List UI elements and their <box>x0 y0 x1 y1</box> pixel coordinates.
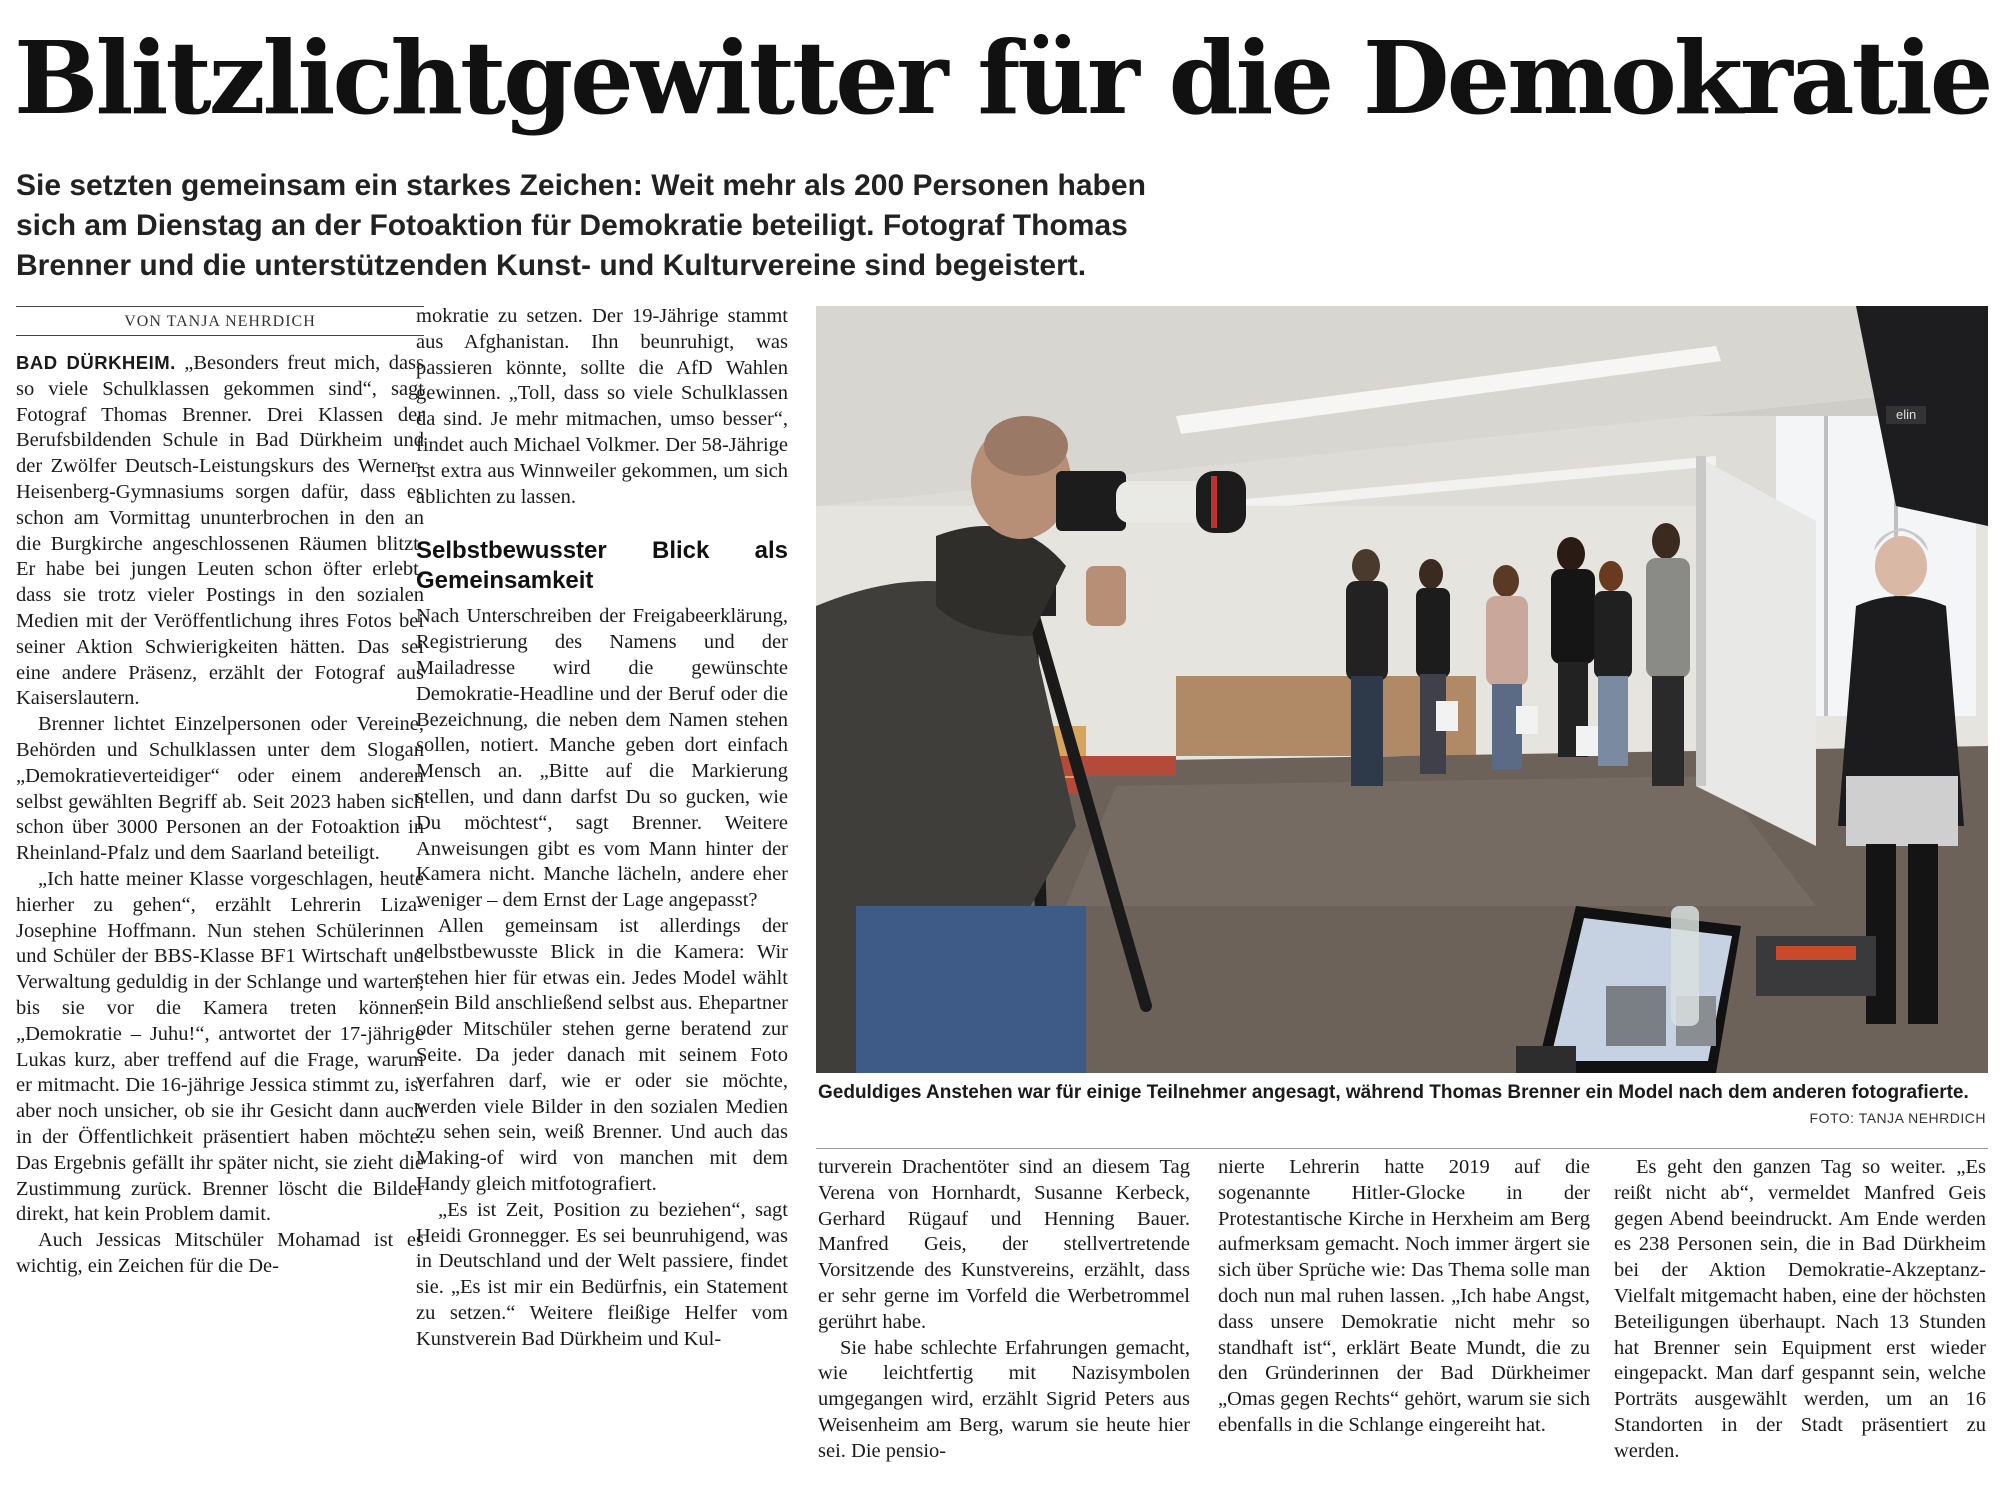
article-byline: VON TANJA NEHRDICH <box>16 306 424 336</box>
article-headline: Blitzlichtgewitter für die Demokratie <box>14 19 1991 137</box>
paragraph: Allen gemeinsam ist allerdings der selbstbewusste Blick in die Kamera: Wir stehen hier für etwas ein. Jedes Model wählt sein Bild anschließend selbst aus. Ehepartner oder Mitschüler stehen gerne beratend zur Seite. Da jeder danach mit seinem Foto verfahren darf, wie er oder sie möchte, werden viele Bilder in den sozialen Medien zu sehen sein, weiß Brenner. Und auch das Making-of wird von manchen mit dem Handy gleich mitfotografiert. <box>416 914 788 1195</box>
photo-caption: Geduldiges Anstehen war für einige Teilnehmer angesagt, während Thomas Brenner ein Model nach dem anderen fotografierte. <box>818 1082 1969 1103</box>
softbox-brand: elin <box>1896 407 1917 422</box>
article-column-1 <box>16 350 424 1280</box>
paragraph: Nach Unterschreiben der Freigabeerklärung, Registrierung des Namens und der Mailadresse wird die gewünschte Demokratie-Headline und der Beruf oder die Bezeichnung, die neben dem Namen stehen sollen, notiert. Manche geben dort einfach Mensch an. „Bitte auf die Markierung stellen, und dann darfst Du so gucken, wie Du möchtest“, sagt Brenner. Weitere Anweisungen gibt es vom Mann hinter der Kamera nicht. Manche lächeln, andere eher weniger – dem Ernst der Lage angepasst? <box>416 605 788 912</box>
article-photo <box>816 306 1988 1073</box>
article-subheadline: Sie setzten gemeinsam ein starkes Zeichen: Weit mehr als 200 Personen haben sich am Dienstag an der Fotoaktion für Demokratie beteiligt. Fotograf Thomas Brenner und die unterstützenden Kunst- und Kulturvereine sind begeistert. <box>16 169 1146 282</box>
paragraph: nierte Lehrerin hatte 2019 auf die sogenannte Hitler-Glocke in der Protestantische Kirche in Herxheim am Berg aufmerksam gemacht. Noch immer ärgert sie sich über Sprüche wie: Das Thema solle man doch nun mal ruhen lassen. „Ich habe Angst, dass unsere Demokratie nicht mehr so standhaft ist“, erklärt Beate Mundt, die zu den Gründerinnen der Bad Dürkheimer „Omas gegen Rechts“ gehört, warum sie sich ebenfalls in die Schlange eingereiht hat. <box>1218 1156 1590 1436</box>
paragraph: Es geht den ganzen Tag so weiter. „Es reißt nicht ab“, vermeldet Manfred Geis gegen Abend beeindruckt. Am Ende werden es 238 Personen sein, die in Bad Dürkheim bei der Aktion Demokratie-Akzeptanz-Vielfalt mitgemacht haben, eine der höchsten Beteiligungen überhaupt. Nach 13 Stunden hat Brenner sein Equipment erst wieder eingepackt. Man darf gespannt sein, welche Porträts ausgewählt werden, um an 16 Standorten in der Stadt präsentiert zu werden. <box>1614 1156 1986 1462</box>
article-column-5 <box>1614 1155 1986 1465</box>
column-divider <box>816 1148 1988 1149</box>
paragraph: mokratie zu setzen. Der 19-Jährige stammt aus Afghanistan. Ihn beunruhigt, was passieren könnte, sollte die AfD Wahlen gewinnen. „Toll, dass so viele Schulklassen da sind. Je mehr mitmachen, umso besser“, findet auch Michael Volkmer. Der 58-Jährige ist extra aus Winnweiler gekommen, um sich ablichten zu lassen. <box>416 305 788 508</box>
paragraph: turverein Drachentöter sind an diesem Tag Verena von Hornhardt, Susanne Kerbeck, Gerhard Rügauf und Henning Bauer. Manfred Geis, der stellvertretende Vorsitzende des Kunstvereins, erzählt, dass er sehr gerne im Vorfeld die Werbetrommel gerührt habe. <box>818 1156 1190 1333</box>
article-column-2 <box>416 304 788 1352</box>
paragraph: Auch Jessicas Mitschüler Mohamad ist es wichtig, ein Zeichen für die De- <box>16 1229 424 1277</box>
dateline: BAD DÜRKHEIM. <box>16 352 176 373</box>
article-subhead: Selbstbewusster Blick als Gemeinsamkeit <box>416 537 788 595</box>
article-column-4 <box>1218 1155 1590 1439</box>
photo-credit: FOTO: TANJA NEHRDICH <box>1809 1110 1986 1126</box>
paragraph-text: „Besonders freut mich, dass so viele Schulklassen gekommen sind“, sagt Fotograf Thomas Brenner. Drei Klassen der Berufsbildenden Schule in Bad Dürkheim und der Zwölfer Deutsch-Leistungskurs des Werner-Heisenberg-Gymnasiums sorgen dafür, dass es schon am Vormittag ununterbrochen in den an die Burgkirche angeschlossenen Räumen blitzt. Er habe bei jungen Leuten schon öfter erlebt, dass sie trotz vieler Postings in den sozialen Medien mit der Veröffentlichung ihres Fotos bei seiner Aktion Schwierigkeiten hätten. Das sei eine andere Präsenz, erzählt der Fotograf aus Kaiserslautern. <box>16 352 425 710</box>
paragraph: „Ich hatte meiner Klasse vorgeschlagen, heute hierher zu gehen“, erzählt Lehrerin Liza-Josephine Hoffmann. Nun stehen Schülerinnen und Schüler der BBS-Klasse BF1 Wirtschaft und Verwaltung geduldig in der Schlange und warten, bis sie vor die Kamera treten können. „Demokratie – Juhu!“, antwortet der 17-jährige Lukas kurz, aber treffend auf die Frage, warum er mitmacht. Die 16-jährige Jessica stimmt zu, ist aber noch unsicher, ob sie ihr Gesicht dann auch in der Öffentlichkeit präsentiert haben möchte. Das Ergebnis gefällt ihr später nicht, sie zieht die Zustimmung zurück. Brenner löscht die Bilder direkt, hat kein Problem damit. <box>16 867 424 1226</box>
paragraph <box>16 350 424 712</box>
paragraph: Brenner lichtet Einzelpersonen oder Vereine, Behörden und Schulklassen unter dem Slogan „Demokratieverteidiger“ oder einem anderen selbst gewählten Begriff ab. Seit 2023 haben sich schon über 3000 Personen an der Fotoaktion in Rheinland-Pfalz und dem Saarland beteiligt. <box>16 713 424 865</box>
paragraph: Sie habe schlechte Erfahrungen gemacht, wie leichtfertig mit Nazisymbolen umgegangen wird, erzählt Sigrid Peters aus Weisenheim am Berg, warum sie heute hier sei. Die pensio- <box>818 1336 1190 1462</box>
article-column-3 <box>818 1155 1190 1465</box>
paragraph: „Es ist Zeit, Position zu beziehen“, sagt Heidi Gronnegger. Es sei beunruhigend, was in Deutschland und der Welt passiere, findet sie. „Es ist mir ein Bedürfnis, ein Statement zu setzen.“ Weitere fleißige Helfer vom Kunstverein Bad Dürkheim und Kul- <box>416 1198 788 1350</box>
